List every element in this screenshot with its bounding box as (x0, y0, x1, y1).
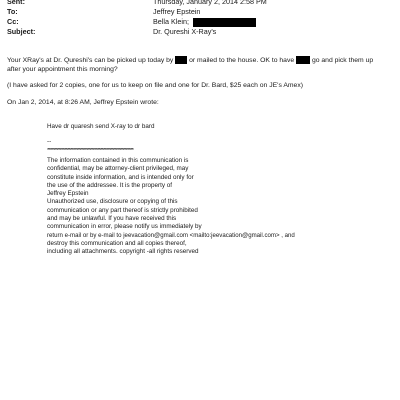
redaction-2 (296, 56, 310, 64)
body-paragraph-1 (7, 56, 397, 74)
quoted-ellipsis: -- (47, 138, 52, 145)
reply-intro: On Jan 2, 2014, at 8:26 AM, Jeffrey Epstein wrote: (7, 99, 159, 106)
disclaimer (47, 157, 387, 257)
separator-line: ************************************************************ (47, 148, 134, 154)
para1-part3: go and pick them up (311, 57, 374, 64)
cc-name: Bella Klein; (153, 17, 189, 26)
quoted-message: Have dr quaresh send X-ray to dr bard (47, 123, 155, 130)
to-label: To: (7, 7, 18, 16)
body-paragraph-2: (I have asked for 2 copies, one for us to keep on file and one for Dr. Bard, $25 each on JE's Amex) (7, 82, 303, 89)
subject-label: Subject: (7, 27, 36, 36)
sent-label: Sent: (7, 0, 25, 6)
cc-redaction (193, 18, 256, 27)
disclaimer-line: communication in error, please notify us immediately by (47, 223, 202, 231)
disclaimer-line: destroy this communication and all copies thereof, (47, 239, 187, 247)
disclaimer-line: the use of the addressee. It is the property of (47, 181, 172, 189)
disclaimer-line: and may be unlawful. If you have received this (47, 215, 177, 223)
cc-label: Cc: (7, 17, 19, 26)
disclaimer-line: constitute inside information, and is intended only for (47, 173, 194, 181)
sent-value: Thursday, January 2, 2014 2:58 PM (153, 0, 267, 6)
to-value: Jeffrey Epstein (153, 7, 201, 16)
disclaimer-line: The information contained in this communication is (47, 157, 189, 164)
para1-part2: or mailed to the house. OK to have (189, 57, 295, 64)
para1-line2: after your appointment this morning? (7, 66, 118, 73)
disclaimer-line: communication or any part thereof is strictly prohibited (47, 206, 198, 214)
redaction-1 (175, 56, 187, 64)
para1-part1: Your XRay's at Dr. Qureshi's can be picked up today by (7, 57, 174, 64)
disclaimer-line: Unauthorized use, disclosure or copying of this (47, 198, 178, 206)
subject-value: Dr. Qureshi X-Ray's (153, 27, 217, 36)
disclaimer-line: confidential, may be attorney-client privileged, may (47, 165, 189, 173)
disclaimer-line: return e-mail or by e-mail to jeevacation@gmail.com <mailto:jeevacation@gmail.com> , and (47, 231, 295, 239)
disclaimer-line: Jeffrey Epstein (47, 190, 89, 198)
disclaimer-line: including all attachments. copyright -all rights reserved (47, 248, 199, 256)
cc-value (153, 17, 256, 27)
